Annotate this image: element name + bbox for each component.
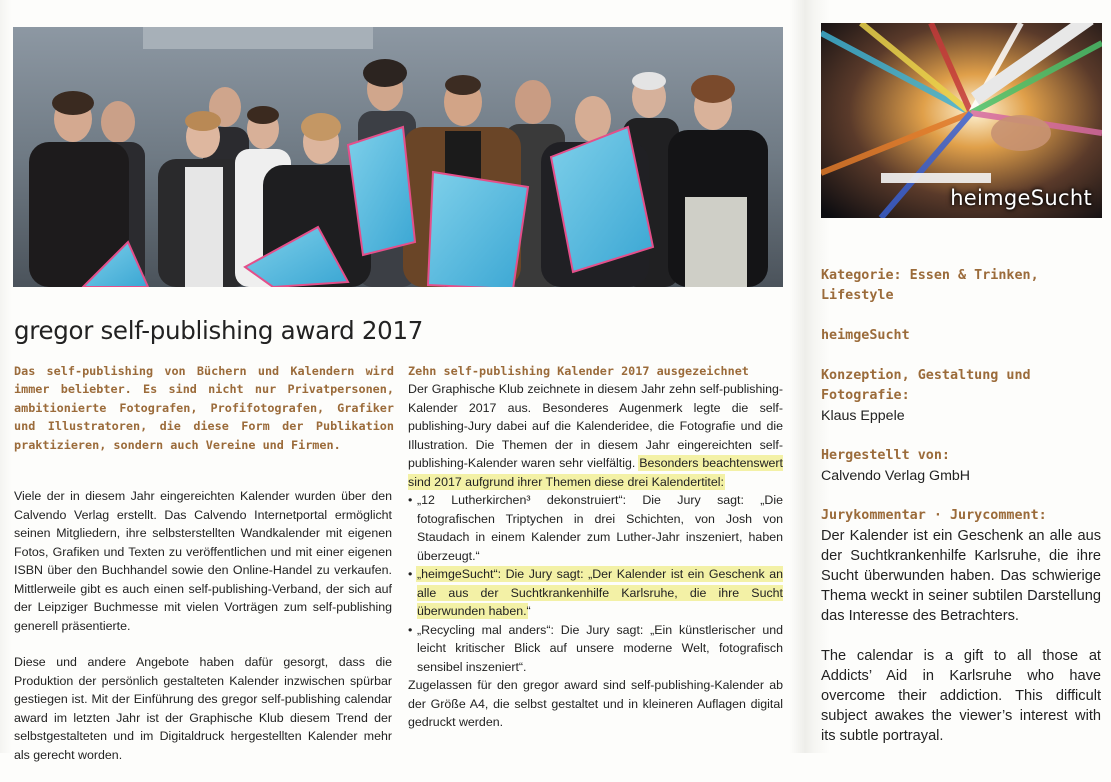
jury-comment-de: Der Kalender ist ein Geschenk an alle aus der Suchtkrankenhilfe Karlsruhe, die ihre Sucht überwunden haben. Das schwierige Thema weckt in seiner subtilen Darstellung das Interesse des Betrachters.: [821, 528, 1101, 624]
award-list-item: [408, 491, 783, 565]
award-item-text-2-tail: “: [526, 604, 531, 619]
award-list: [408, 491, 783, 676]
lead-text: Das self-publishing von Büchern und Kalendern wird immer beliebter. Es sind nicht nur Privatpersonen, ambitionierte Fotografen, Profifotografen, Grafiker und Illustratoren, die diese Form der Publikation praktizieren, sondern auch Vereine und Firmen.: [14, 364, 394, 452]
article-heading: gregor self-publishing award 2017: [14, 316, 424, 345]
body-paragraph-2: Diese und andere Angebote haben dafür gesorgt, dass die Produktion der persönlich gestalteten Kalender inzwischen spürbar gestiegen ist. Mit der Einführung des gregor self-publishing calendar award im letzten Jahr ist der Graphische Klub diesem Trend der selbstgestalteten und im Digitaldruck hergestellten Kalender mehr als gerecht worden.: [14, 655, 392, 762]
jury-comment-en: The calendar is a gift to all those at Addicts’ Aid in Karlsruhe who have overcome their addiction. This difficult subject awakes the viewer’s interest with its subtle portrayal.: [821, 648, 1101, 744]
award-group-photo: [13, 27, 783, 287]
calendar-title-overlay: heimgeSucht: [950, 186, 1092, 210]
concept-value: Klaus Eppele: [821, 408, 905, 424]
section-intro: [408, 380, 783, 491]
producer-label: Hergestellt von:: [821, 448, 950, 463]
highlighted-text: Besonders beachtenswert sind 2017 aufgrund ihrer Themen diese drei Kalendertitel:: [408, 456, 783, 489]
calendar-title: heimgeSucht: [821, 328, 910, 343]
award-item-text-3: „Recycling mal anders“: Die Jury sagt: „Ein künstlerischer und leicht kritischer Blick auf unsere moderne Welt, fotografisch sensibel inszeniert“.: [417, 622, 783, 674]
award-list-item: [408, 621, 783, 677]
category-label: Kategorie: Essen & Trinken, Lifestyle: [821, 268, 1039, 303]
producer-value: Calvendo Verlag GmbH: [821, 468, 971, 484]
jury-label: Jurykommentar · Jurycomment:: [821, 508, 1047, 523]
concept-label: Konzeption, Gestaltung und Fotografie:: [821, 368, 1031, 403]
award-item-text-1: „12 Lutherkirchen³ dekonstruiert“: Die Jury sagt: „Die fotografischen Triptychen in drei Schichten, von Josh von Staudach in einem Kalender zum Luther-Jahr inszeniert, haben überzeugt.“: [417, 493, 783, 563]
section-intro-text: Der Graphische Klub zeichnete in diesem Jahr zehn self-publishing-Kalender 2017 aus. Besonderes Augenmerk legte die self-publishing-Jury dabei auf die Kalenderidee, die Fotografie und die Illustration. Die Themen der in diesem Jahr eingereichten self-publishing-Kalender waren sehr vielfältig.: [408, 382, 783, 471]
section-outro: Zugelassen für den gregor award sind self-publishing-Kalender ab der Größe A4, die selbst gestaltet und in kleineren Auflagen digital gedruckt werden.: [408, 678, 783, 730]
body-column-middle: [408, 362, 783, 732]
sidebar-info: [821, 266, 1101, 746]
body-column-left: [14, 487, 392, 782]
award-list-item: [408, 565, 783, 621]
highlighted-text: „heimgeSucht“: Die Jury sagt: „Der Kalender ist ein Geschenk an alle aus der Suchtkrankenhilfe Karlsruhe, die ihre Sucht überwunden haben.: [417, 567, 783, 619]
lead-paragraph: [14, 362, 394, 454]
section-heading: Zehn self-publishing Kalender 2017 ausgezeichnet: [408, 364, 749, 378]
body-paragraph-1: Viele der in diesem Jahr eingereichten Kalender wurden über den Calvendo Verlag erstellt. Das Calvendo Internetportal ermöglicht seinen Mitgliedern, ihre selbsterstellten Wandkalender mit eigenen Fotos, Grafiken und Texten zu veröffentlichen und mit einer eigenen ISBN über den Buchhandel sowie den Online-Handel zu verkaufen. Mittlerweile gibt es auch einen self-publishing-Verband, der sich auf der Leipziger Buchmesse mit vielen Vorträgen zum self-publishing generell präsentierte.: [14, 489, 392, 633]
calendar-cover-photo: [821, 23, 1102, 218]
